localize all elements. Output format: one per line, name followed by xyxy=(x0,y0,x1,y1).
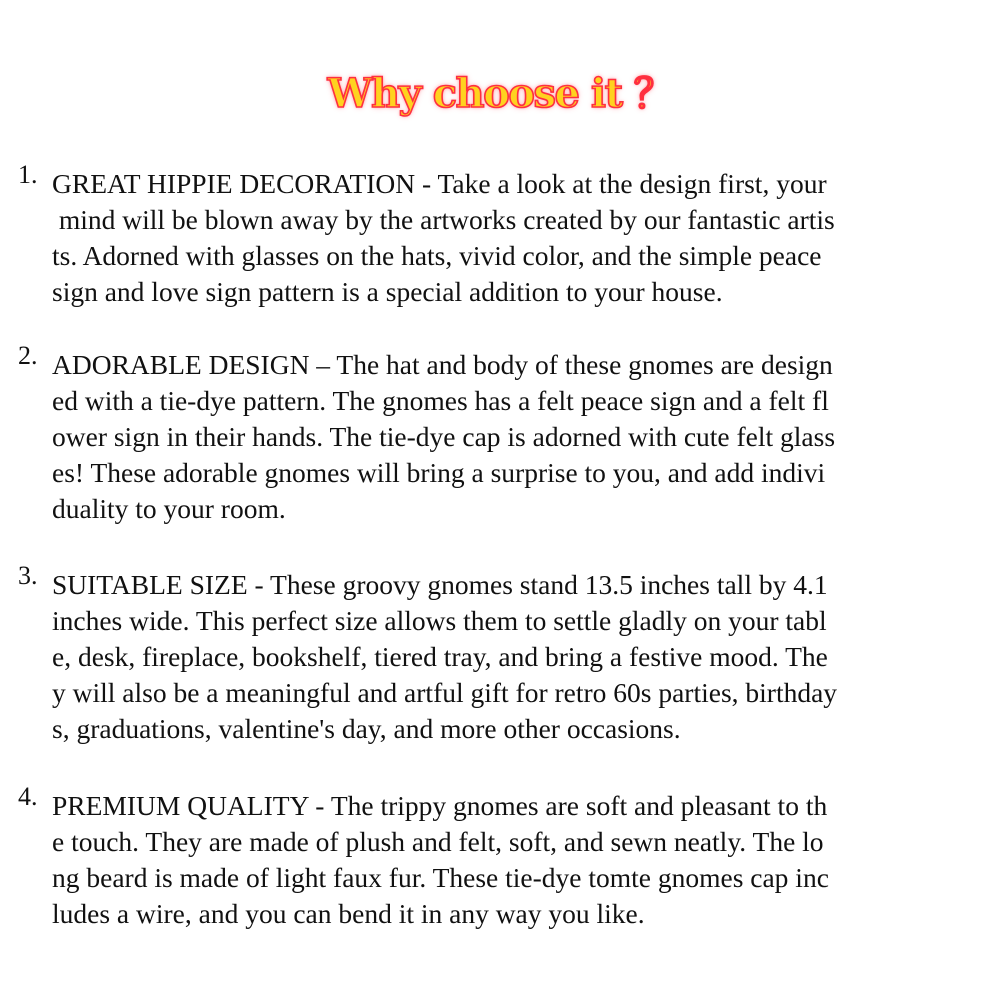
item-text-line: sign and love sign pattern is a special addition to your house. xyxy=(52,276,723,307)
item-number: 2. xyxy=(18,341,38,370)
item-text-line: ower sign in their hands. The tie-dye cap is adorned with cute felt glass xyxy=(52,421,836,452)
item-text-line: e touch. They are made of plush and felt, soft, and sewn neatly. The lo xyxy=(52,826,824,857)
item-number: 1. xyxy=(18,160,38,189)
item-text-line: ludes a wire, and you can bend it in any way you like. xyxy=(52,898,645,929)
item-number: 3. xyxy=(18,561,38,590)
item-text-line: ADORABLE DESIGN – The hat and body of these gnomes are design xyxy=(52,349,833,380)
item-text-line: inches wide. This perfect size allows them to settle gladly on your tabl xyxy=(52,605,827,636)
item-text-line: PREMIUM QUALITY - The trippy gnomes are soft and pleasant to th xyxy=(52,790,828,821)
item-text-line: s, graduations, valentine's day, and more other occasions. xyxy=(52,713,681,744)
item-text-line: e, desk, fireplace, bookshelf, tiered tray, and bring a festive mood. The xyxy=(52,641,828,672)
page-title: Why choose it ？ xyxy=(327,70,673,117)
item-text-line: mind will be blown away by the artworks created by our fantastic artis xyxy=(52,204,835,235)
item-text-line: ts. Adorned with glasses on the hats, vivid color, and the simple peace xyxy=(52,240,822,271)
item-text-line: GREAT HIPPIE DECORATION - Take a look at the design first, your xyxy=(52,168,827,199)
item-text-line: y will also be a meaningful and artful gift for retro 60s parties, birthday xyxy=(52,677,838,708)
item-text-line: duality to your room. xyxy=(52,493,286,524)
item-number: 4. xyxy=(18,782,38,811)
item-text-line: ng beard is made of light faux fur. These tie-dye tomte gnomes cap inc xyxy=(52,862,829,893)
item-text-line: ed with a tie-dye pattern. The gnomes has a felt peace sign and a felt fl xyxy=(52,385,829,416)
item-text-line: SUITABLE SIZE - These groovy gnomes stand 13.5 inches tall by 4.1 xyxy=(52,569,828,600)
item-text-line: es! These adorable gnomes will bring a surprise to you, and add indivi xyxy=(52,457,826,488)
